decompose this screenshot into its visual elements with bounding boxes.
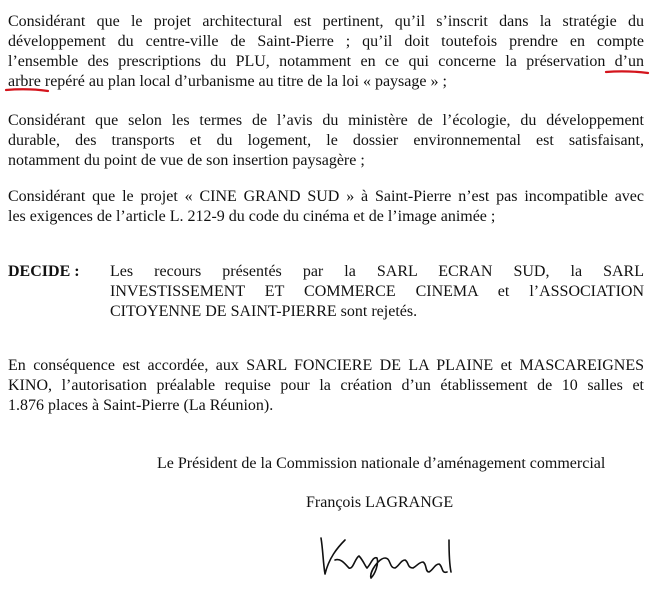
signatory-title: Le Président de la Commission nationale d’aménagement commercial xyxy=(157,455,606,472)
consequence-line-2: KINO, l’autorisation préalable requise pour la création d’un établissement de 10 salles et xyxy=(8,377,644,394)
paragraph-1-line-1: Considérant que le projet architectural est pertinent, qu’il s’inscrit dans la stratégie du xyxy=(8,13,644,30)
paragraph-1-line-2: développement du centre-ville de Saint-Pierre ; qu’il doit toutefois prendre en compte xyxy=(8,33,644,50)
decision-text xyxy=(110,262,644,322)
paragraph-2-line-2: durable, des transports et du logement, le dossier environnemental est satisfaisant, xyxy=(8,132,644,149)
consequence-line-3: 1.876 places à Saint-Pierre (La Réunion). xyxy=(8,397,274,414)
consequence-line-1: En conséquence est accordée, aux SARL FONCIERE DE LA PLAINE et MASCAREIGNES xyxy=(8,357,644,374)
decide-label: DECIDE : xyxy=(8,263,80,280)
paragraph-1 xyxy=(8,12,644,92)
paragraph-1-line-3: l’ensemble des prescriptions du PLU, notamment en ce qui concerne la préservation d’un xyxy=(8,53,644,70)
decision-line-3: CITOYENNE DE SAINT-PIERRE sont rejetés. xyxy=(110,303,418,320)
decision-line-2: INVESTISSEMENT ET COMMERCE CINEMA et l’ASSOCIATION xyxy=(110,283,644,300)
paragraph-3-line-1: Considérant que le projet « CINE GRAND SUD » à Saint-Pierre n’est pas incompatible avec xyxy=(8,188,644,205)
paragraph-2-line-3: notamment du point de vue de son insertion paysagère ; xyxy=(8,152,365,169)
handwritten-signature xyxy=(315,528,465,580)
decision-line-1: Les recours présentés par la SARL ECRAN SUD, la SARL xyxy=(110,263,644,280)
paragraph-2-line-1: Considérant que selon les termes de l’avis du ministère de l’écologie, du développement xyxy=(8,112,644,129)
paragraph-3 xyxy=(8,187,644,227)
paragraph-3-line-2: les exigences de l’article L. 212-9 du code du cinéma et de l’image animée ; xyxy=(8,208,496,225)
signatory-name: François LAGRANGE xyxy=(306,494,454,511)
consequence-paragraph xyxy=(8,356,644,416)
paragraph-1-line-4: arbre repéré au plan local d’urbanisme au titre de la loi « paysage » ; xyxy=(8,73,447,90)
paragraph-2 xyxy=(8,111,644,171)
